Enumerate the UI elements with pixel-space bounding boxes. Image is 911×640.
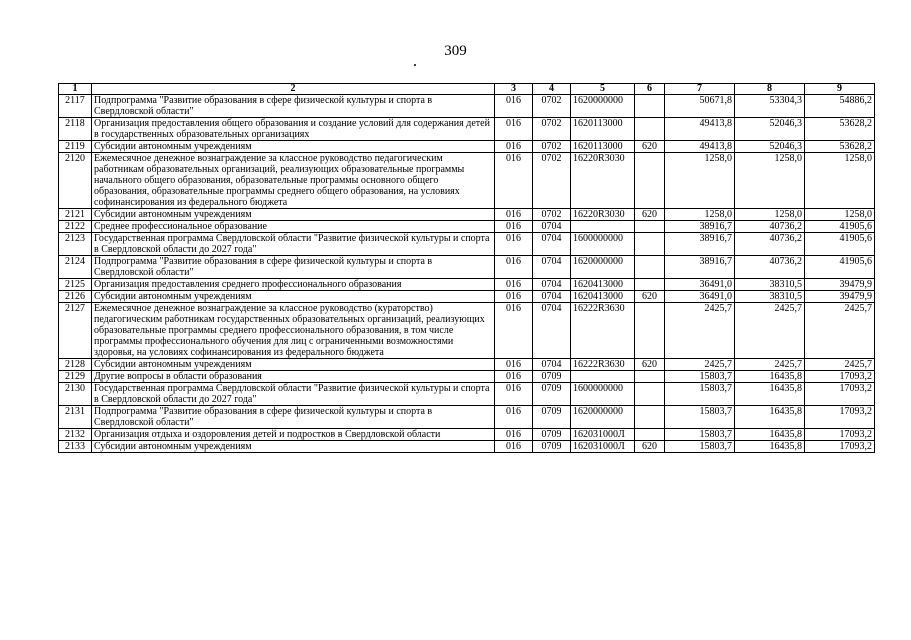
cell-name: Государственная программа Свердловской области "Развитие физической культуры и спорта в Свердловской области до 2027 года" [92,233,495,256]
cell-v7: 15803,7 [665,406,735,429]
cell-c4: 0709 [533,441,571,453]
cell-name: Другие вопросы в области образования [92,371,495,383]
cell-c6 [635,279,665,291]
cell-v9: 39479,9 [805,291,875,303]
cell-c3: 016 [495,441,533,453]
cell-c6 [635,303,665,359]
cell-v8: 52046,3 [735,118,805,141]
cell-v7: 49413,8 [665,118,735,141]
table-row [59,371,875,383]
cell-n: 2121 [59,209,92,221]
cell-c5: 162031000Л [571,441,635,453]
cell-c3: 016 [495,256,533,279]
column-header: 7 [665,84,735,95]
cell-v8: 2425,7 [735,359,805,371]
cell-c5: 162031000Л [571,429,635,441]
cell-name: Подпрограмма "Развитие образования в сфере физической культуры и спорта в Свердловской области" [92,95,495,118]
table-row [59,256,875,279]
cell-v8: 16435,8 [735,371,805,383]
cell-n: 2122 [59,221,92,233]
cell-c5: 16222R3630 [571,303,635,359]
cell-c3: 016 [495,141,533,153]
cell-c4: 0702 [533,209,571,221]
cell-c3: 016 [495,221,533,233]
column-header: 8 [735,84,805,95]
cell-c6 [635,383,665,406]
cell-v9: 41905,6 [805,221,875,233]
cell-v9: 53628,2 [805,141,875,153]
cell-n: 2127 [59,303,92,359]
cell-n: 2120 [59,153,92,209]
column-header: 6 [635,84,665,95]
cell-v7: 1258,0 [665,209,735,221]
cell-v7: 50671,8 [665,95,735,118]
cell-c5: 1600000000 [571,383,635,406]
cell-c6 [635,371,665,383]
cell-c4: 0702 [533,118,571,141]
cell-c6 [635,256,665,279]
cell-c4: 0709 [533,371,571,383]
cell-v9: 1258,0 [805,153,875,209]
cell-n: 2129 [59,371,92,383]
cell-v8: 16435,8 [735,429,805,441]
cell-name: Субсидии автономным учреждениям [92,359,495,371]
cell-c6: 620 [635,441,665,453]
column-header: 2 [92,84,495,95]
cell-c6 [635,221,665,233]
cell-c5: 1620113000 [571,141,635,153]
cell-name: Субсидии автономным учреждениям [92,291,495,303]
cell-c3: 016 [495,383,533,406]
cell-c6: 620 [635,209,665,221]
cell-v9: 17093,2 [805,441,875,453]
cell-c5: 16220R3030 [571,153,635,209]
table-row [59,303,875,359]
cell-c4: 0702 [533,153,571,209]
cell-n: 2124 [59,256,92,279]
table-row [59,209,875,221]
table-row [59,221,875,233]
cell-v7: 15803,7 [665,429,735,441]
cell-c4: 0704 [533,221,571,233]
cell-v8: 2425,7 [735,303,805,359]
cell-c6 [635,118,665,141]
cell-c6: 620 [635,359,665,371]
table-row [59,279,875,291]
cell-n: 2128 [59,359,92,371]
cell-v7: 38916,7 [665,256,735,279]
cell-c3: 016 [495,95,533,118]
table-row [59,383,875,406]
cell-name: Организация предоставления среднего профессионального образования [92,279,495,291]
cell-c6 [635,406,665,429]
table-row [59,359,875,371]
cell-v8: 38310,5 [735,279,805,291]
cell-n: 2130 [59,383,92,406]
cell-c5: 1600000000 [571,233,635,256]
cell-name: Субсидии автономным учреждениям [92,141,495,153]
scan-dot [414,64,416,66]
cell-v7: 15803,7 [665,383,735,406]
cell-name: Среднее профессиональное образование [92,221,495,233]
cell-c5: 1620413000 [571,291,635,303]
cell-v7: 38916,7 [665,221,735,233]
cell-v8: 40736,2 [735,256,805,279]
cell-v9: 17093,2 [805,429,875,441]
cell-v9: 54886,2 [805,95,875,118]
cell-v8: 40736,2 [735,221,805,233]
cell-c6 [635,153,665,209]
cell-v7: 2425,7 [665,359,735,371]
cell-c3: 016 [495,118,533,141]
cell-v9: 53628,2 [805,118,875,141]
column-header: 3 [495,84,533,95]
cell-name: Государственная программа Свердловской области "Развитие физической культуры и спорта в Свердловской области до 2027 года" [92,383,495,406]
cell-name: Ежемесячное денежное вознаграждение за классное руководство педагогическим работникам образовательных организаций, реализующих образовательные программы начального общего образования, образовательные программы основного общего образования, образовательные программы среднего общего образования, на условиях софинансирования из федерального бюджета [92,153,495,209]
cell-name: Организация предоставления общего образования и создание условий для содержания детей в государственных образовательных организациях [92,118,495,141]
cell-c4: 0709 [533,406,571,429]
cell-n: 2132 [59,429,92,441]
cell-v8: 53304,3 [735,95,805,118]
cell-c4: 0704 [533,291,571,303]
cell-c4: 0704 [533,233,571,256]
cell-v8: 1258,0 [735,209,805,221]
cell-v9: 17093,2 [805,383,875,406]
cell-v9: 2425,7 [805,359,875,371]
cell-c4: 0704 [533,256,571,279]
table-row [59,153,875,209]
table-row [59,291,875,303]
budget-table [58,83,875,453]
cell-name: Субсидии автономным учреждениям [92,441,495,453]
cell-c6: 620 [635,291,665,303]
column-header: 5 [571,84,635,95]
cell-name: Ежемесячное денежное вознаграждение за классное руководство (кураторство) педагогическим работникам государственных образовательных организаций, реализующих образовательные программы среднего профессионального образования, в том числе программы профессионального обучения для лиц с ограниченными возможностями здоровья, на условиях софинансирования из федерального бюджета [92,303,495,359]
cell-v7: 36491,0 [665,291,735,303]
cell-v8: 16435,8 [735,441,805,453]
cell-n: 2131 [59,406,92,429]
table-row [59,441,875,453]
cell-c5: 1620000000 [571,406,635,429]
cell-v7: 15803,7 [665,441,735,453]
column-header: 9 [805,84,875,95]
cell-n: 2118 [59,118,92,141]
cell-v9: 2425,7 [805,303,875,359]
cell-name: Организация отдыха и оздоровления детей и подростков в Свердловской области [92,429,495,441]
cell-c4: 0709 [533,429,571,441]
cell-c4: 0702 [533,141,571,153]
cell-v7: 49413,8 [665,141,735,153]
cell-c4: 0709 [533,383,571,406]
cell-v7: 36491,0 [665,279,735,291]
cell-c3: 016 [495,429,533,441]
cell-c5: 1620000000 [571,256,635,279]
table-row [59,429,875,441]
cell-v7: 38916,7 [665,233,735,256]
cell-c5: 16220R3030 [571,209,635,221]
cell-name: Подпрограмма "Развитие образования в сфере физической культуры и спорта в Свердловской области" [92,406,495,429]
cell-c6 [635,233,665,256]
cell-v9: 39479,9 [805,279,875,291]
cell-v9: 1258,0 [805,209,875,221]
cell-c3: 016 [495,303,533,359]
cell-name: Субсидии автономным учреждениям [92,209,495,221]
cell-v9: 17093,2 [805,371,875,383]
cell-c3: 016 [495,371,533,383]
cell-v7: 1258,0 [665,153,735,209]
cell-v9: 17093,2 [805,406,875,429]
page-number: 309 [444,43,467,59]
cell-c4: 0704 [533,359,571,371]
cell-c3: 016 [495,359,533,371]
table-row [59,95,875,118]
cell-c6 [635,429,665,441]
cell-c5: 1620000000 [571,95,635,118]
cell-v8: 40736,2 [735,233,805,256]
table-row [59,118,875,141]
cell-c5 [571,221,635,233]
cell-n: 2117 [59,95,92,118]
column-header: 1 [59,84,92,95]
cell-n: 2123 [59,233,92,256]
cell-v8: 38310,5 [735,291,805,303]
cell-v9: 41905,6 [805,256,875,279]
cell-c3: 016 [495,279,533,291]
cell-name: Подпрограмма "Развитие образования в сфере физической культуры и спорта в Свердловской области" [92,256,495,279]
cell-v7: 2425,7 [665,303,735,359]
cell-c5 [571,371,635,383]
cell-c4: 0704 [533,279,571,291]
cell-n: 2119 [59,141,92,153]
cell-c3: 016 [495,209,533,221]
cell-c3: 016 [495,153,533,209]
cell-v8: 52046,3 [735,141,805,153]
column-header: 4 [533,84,571,95]
cell-c4: 0704 [533,303,571,359]
cell-v8: 16435,8 [735,383,805,406]
header-row [59,84,875,95]
cell-n: 2133 [59,441,92,453]
cell-c3: 016 [495,233,533,256]
cell-c4: 0702 [533,95,571,118]
cell-c6 [635,95,665,118]
cell-v8: 16435,8 [735,406,805,429]
cell-c5: 16222R3630 [571,359,635,371]
cell-c3: 016 [495,291,533,303]
cell-v9: 41905,6 [805,233,875,256]
cell-c3: 016 [495,406,533,429]
table-row [59,141,875,153]
cell-c5: 1620113000 [571,118,635,141]
cell-v8: 1258,0 [735,153,805,209]
cell-n: 2126 [59,291,92,303]
cell-v7: 15803,7 [665,371,735,383]
table-row [59,233,875,256]
table-row [59,406,875,429]
cell-c5: 1620413000 [571,279,635,291]
cell-n: 2125 [59,279,92,291]
cell-c6: 620 [635,141,665,153]
